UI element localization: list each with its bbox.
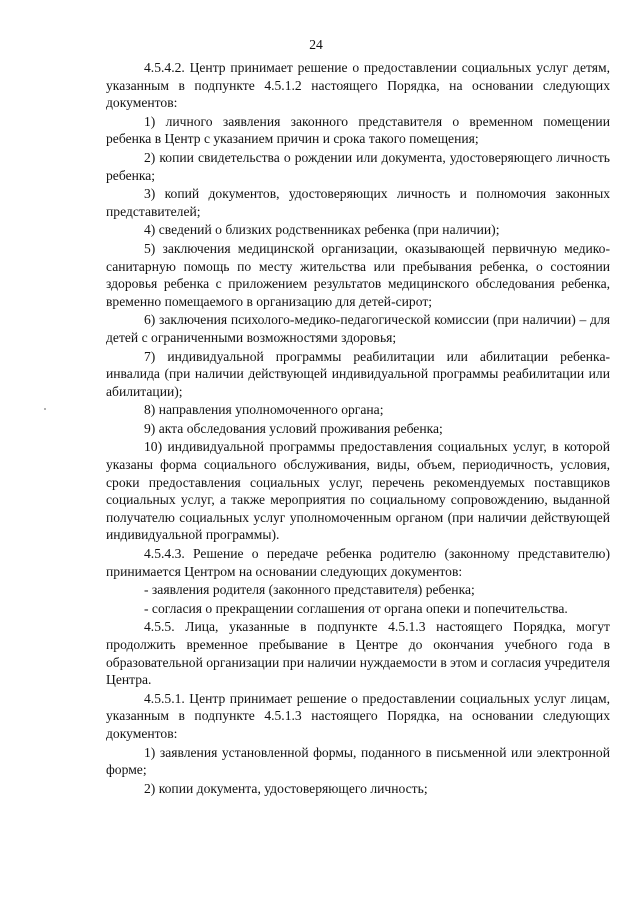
list-item: 1) заявления установленной формы, поданного в письменной или электронной форме; <box>106 744 610 778</box>
document-body <box>106 59 610 797</box>
paragraph: 4.5.5.1. Центр принимает решение о предоставлении социальных услуг лицам, указанным в подпункте 4.5.1.3 настоящего Порядка, на основании следующих документов: <box>106 690 610 741</box>
list-item: 5) заключения медицинской организации, оказывающей первичную медико-санитарную помощь по месту жительства или пребывания ребенка, о состоянии здоровья ребенка с приложением результатов медицинского обследования ребенка, временно помещаемого в организацию для детей-сирот; <box>106 240 610 309</box>
paragraph: 4.5.4.2. Центр принимает решение о предоставлении социальных услуг детям, указанным в подпункте 4.5.1.2 настоящего Порядка, на основании следующих документов: <box>106 60 610 111</box>
list-item: 2) копии документа, удостоверяющего личность; <box>144 780 428 796</box>
paragraph: 4.5.5. Лица, указанные в подпункте 4.5.1.3 настоящего Порядка, могут продолжить временное пребывание в Центре до окончания учебного года в образовательной организации при наличии нуждаемости в этом и согласия учредителя Центра. <box>106 619 610 688</box>
list-item: 3) копий документов, удостоверяющих личность и полномочия законных представителей; <box>106 186 610 219</box>
list-item: 9) акта обследования условий проживания ребенка; <box>144 420 443 436</box>
list-item: - заявления родителя (законного представителя) ребенка; <box>144 582 475 598</box>
paragraph: 4.5.4.3. Решение о передаче ребенка родителю (законному представителю) принимается Центром на основании следующих документов: <box>106 546 610 579</box>
list-item: 10) индивидуальной программы предоставления социальных услуг, в которой указаны форма социального обслуживания, виды, объем, периодичность, условия, сроки предоставления социальных услуг, перечень рекомендуемых поставщиков социальных услуг, а также мероприятия по социальному сопровождению, выданной получателю социальных услуг уполномоченным органом (при наличии действующей индивидуальной программы). <box>106 439 610 543</box>
list-item: 1) личного заявления законного представителя о временном помещении ребенка в Центр с указанием причин и срока такого помещения; <box>106 113 610 147</box>
page-number: 24 <box>309 37 323 52</box>
list-item: 8) направления уполномоченного органа; <box>144 402 384 418</box>
list-item: 4) сведений о близких родственниках ребенка (при наличии); <box>144 222 500 238</box>
list-item: 2) копии свидетельства о рождении или документа, удостоверяющего личность ребенка; <box>106 149 610 183</box>
list-item: 6) заключения психолого-медико-педагогической комиссии (при наличии) – для детей с ограниченными возможностями здоровья; <box>106 312 610 345</box>
scan-speck <box>44 408 46 410</box>
list-item: 7) индивидуальной программы реабилитации или абилитации ребенка-инвалида (при наличии действующей индивидуальной программы реабилитации или абилитации); <box>106 348 610 399</box>
list-item: - согласия о прекращении соглашения от органа опеки и попечительства. <box>144 600 568 616</box>
